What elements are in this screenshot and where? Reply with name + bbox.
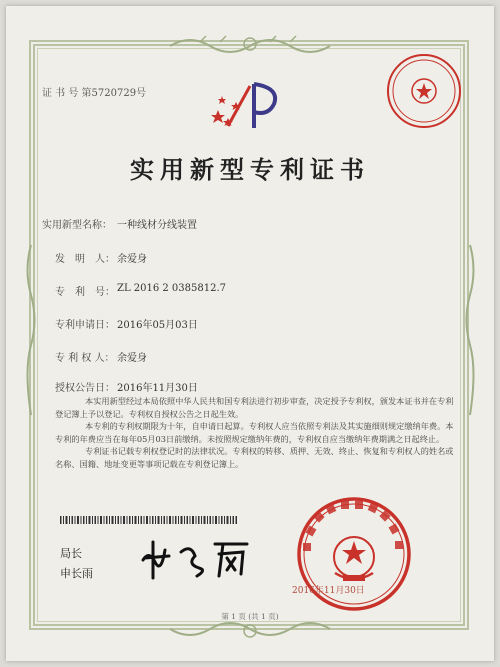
patent-office-logo-icon (210, 78, 280, 134)
field-value-patentee: 余爱身 (117, 353, 147, 364)
page-footer: 第 1 页 (共 1 页) (221, 612, 279, 621)
field-value-grant-date: 2016年11月30日 (117, 383, 198, 394)
body-paragraph: 本实用新型经过本局依照中华人民共和国专利法进行初步审查，决定授予专利权，颁发本证书并在专利登记簿上予以登记。专利权自授权公告之日起生效。 (55, 396, 454, 419)
certificate-title: 实用新型专利证书 (130, 155, 370, 184)
barcode-icon (60, 516, 237, 524)
body-paragraph: 本专利的专利权期限为十年，自申请日起算。专利权人应当依照专利法及其实施细则规定缴纳年费。本专利的年费应当在每年05月03日前缴纳。未按照规定缴纳年费的，专利权自应当缴纳年费期满之日起终止。 (55, 421, 454, 444)
field-value-patent-number: ZL 2016 2 0385812.7 (117, 283, 227, 294)
field-label-inventor: 发 明 人： (55, 254, 115, 265)
field-label-name: 实用新型名称： (42, 220, 112, 231)
right-ornament-icon (461, 240, 479, 420)
field-value-name: 一种线材分线装置 (117, 220, 197, 231)
left-ornament-icon (22, 240, 40, 420)
director-title: 局长 (60, 547, 82, 560)
director-name: 申长雨 (60, 567, 93, 580)
field-value-inventor: 余爱身 (117, 254, 147, 265)
signature-image (135, 530, 255, 582)
body-paragraph: 专利证书记载专利权登记时的法律状况。专利权的转移、质押、无效、终止、恢复和专利权人的姓名或名称、国籍、地址变更等事项记载在专利登记簿上。 (55, 446, 454, 469)
certification-seal-icon (385, 52, 463, 130)
certificate-number (42, 84, 146, 99)
certificate-number-label: 证 书 号 (42, 88, 79, 99)
certificate-body (55, 395, 455, 470)
field-label-patent-number: 专 利 号： (55, 287, 115, 298)
field-label-grant-date: 授权公告日： (55, 383, 115, 394)
field-label-patentee: 专 利 权 人： (55, 353, 115, 364)
top-ornament-icon (160, 32, 340, 58)
seal-date: 2016年11月30日 (292, 586, 365, 596)
field-value-application-date: 2016年05月03日 (117, 320, 198, 331)
certificate-number-value: 第5720729号 (81, 88, 147, 99)
field-label-application-date: 专利申请日： (55, 320, 115, 331)
